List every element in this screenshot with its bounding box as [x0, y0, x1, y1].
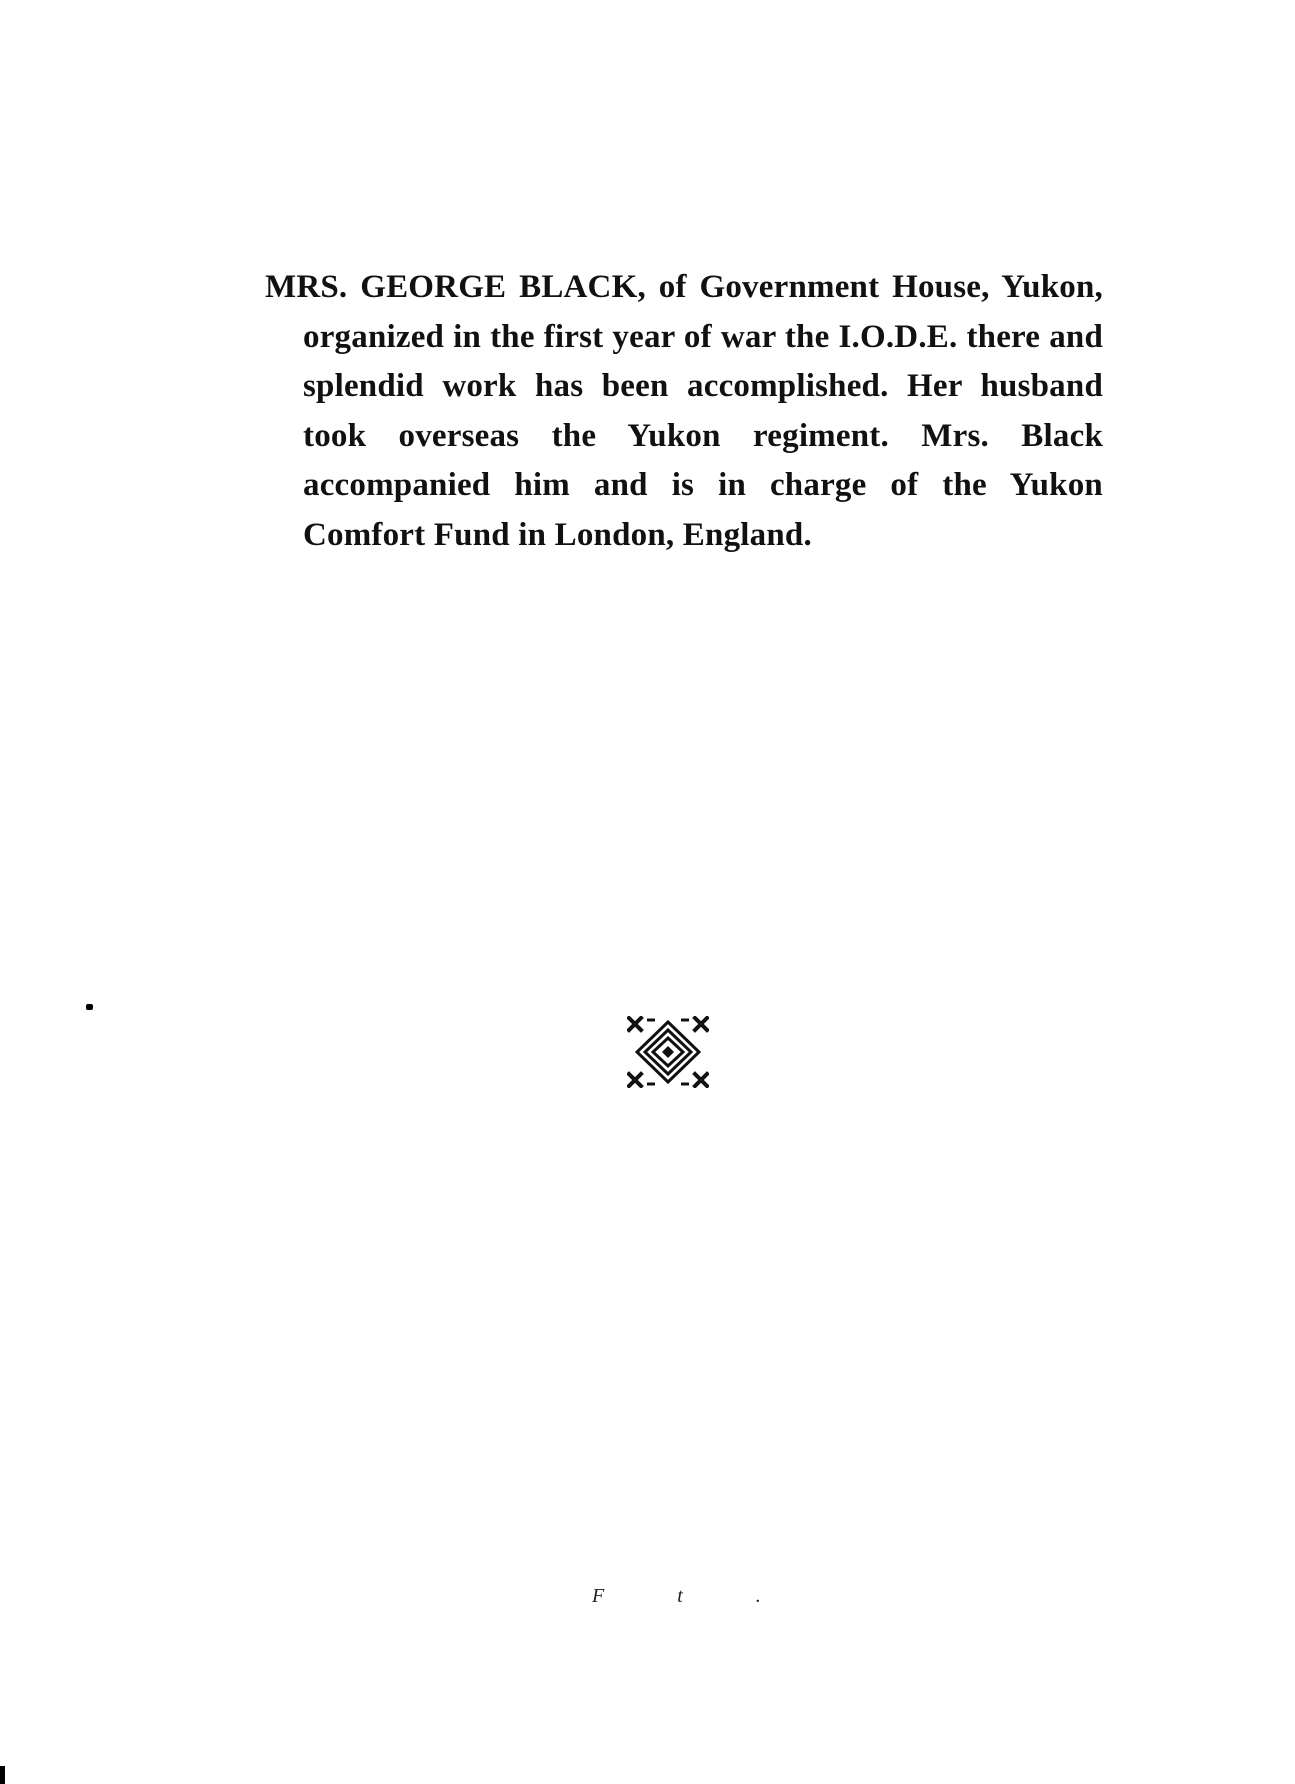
paragraph-body-text: of Government House, Yukon, organized in the first year of war the I.O.D.E. there and splendid work has been accomplished. Her husband took overseas the Yukon regiment. Mrs. Black accompanied him and is in charge of the Yukon Comfort Fund in London, England.	[303, 269, 1103, 553]
decorative-diamond-ornament-icon	[627, 1016, 709, 1088]
paragraph-lead-name: MRS. GEORGE BLACK,	[265, 269, 646, 305]
folio-marks: F t .	[592, 1585, 795, 1607]
edge-ink-mark	[0, 1766, 5, 1784]
biography-paragraph	[265, 263, 1103, 560]
stray-ink-mark	[86, 1004, 93, 1010]
